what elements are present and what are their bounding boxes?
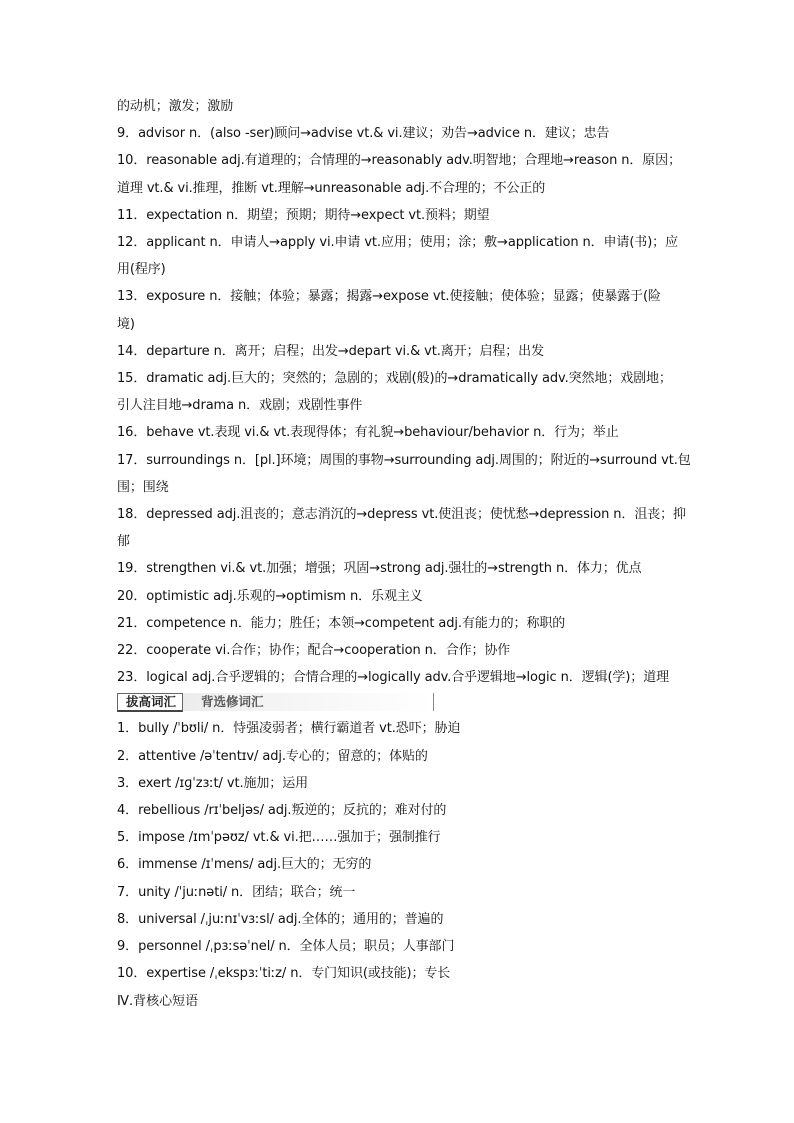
text-line: 8．universal /ˌjuːnɪˈvɜːsl/ adj.全体的；通用的；普遍的 bbox=[117, 911, 444, 927]
text-line: 12．applicant n．申请人→apply vi.申请 vt.应用；使用；涂；敷→application n．申请(书)；应 bbox=[117, 235, 678, 251]
vocabulary-list bbox=[117, 93, 691, 1015]
text-line: 用(程序) bbox=[117, 262, 166, 278]
text-line: 22．cooperate vi.合作；协作；配合→cooperation n．合作；协作 bbox=[117, 643, 511, 659]
text-line: 23．logical adj.合乎逻辑的；合情合理的→logically adv.合乎逻辑地→logic n．逻辑(学)；道理 bbox=[117, 670, 669, 686]
text-line: 9．advisor n．(also -ser)顾问→advise vt.& vi.建议；劝告→advice n．建议；忠告 bbox=[117, 126, 610, 142]
text-line: 18．depressed adj.沮丧的；意志消沉的→depress vt.使沮丧；使忧愁→depression n．沮丧；抑 bbox=[117, 507, 686, 523]
text-line: 2．attentive /əˈtentɪv/ adj.专心的；留意的；体贴的 bbox=[117, 748, 428, 764]
text-line: 的动机；激发；激励 bbox=[117, 99, 234, 114]
section-banner bbox=[117, 693, 434, 711]
advanced-vocabulary-lines bbox=[117, 715, 682, 987]
text-line: 17．surroundings n．[pl.]环境；周围的事物→surrounding adj.周围的；附近的→surround vt.包 bbox=[117, 452, 691, 468]
text-line: 围；围绕 bbox=[117, 479, 169, 495]
text-line: 郁 bbox=[117, 534, 130, 550]
section-title: Ⅳ.背核心短语 bbox=[117, 993, 199, 1009]
text-line: 11．expectation n．期望；预期；期待→expect vt.预料；期望 bbox=[117, 207, 490, 223]
text-line: 1．bully /ˈbʊli/ n．恃强凌弱者；横行霸道者 vt.恐吓；胁迫 bbox=[117, 721, 461, 737]
text-line: 6．immense /ɪˈmens/ adj.巨大的；无穷的 bbox=[117, 857, 372, 873]
text-line: 9．personnel /ˌpɜːsəˈnel/ n．全体人员；职员；人事部门 bbox=[117, 939, 455, 955]
text-line: 14．departure n．离开；启程；出发→depart vi.& vt.离开；启程；出发 bbox=[117, 343, 544, 359]
text-line: 4．rebellious /rɪˈbeljəs/ adj.叛逆的；反抗的；难对付的 bbox=[117, 803, 447, 819]
banner-tab-elective: 背选修词汇 bbox=[201, 694, 264, 710]
text-line: 20．optimistic adj.乐观的→optimism n．乐观主义 bbox=[117, 588, 423, 604]
text-line: 19．strengthen vi.& vt.加强；增强；巩固→strong adj.强壮的→strength n．体力；优点 bbox=[117, 561, 642, 577]
text-line: 21．competence n．能力；胜任；本领→competent adj.有能力的；称职的 bbox=[117, 615, 566, 631]
core-vocabulary-lines bbox=[117, 93, 691, 691]
text-line: 道理 vt.& vi.推理，推断 vt.理解→unreasonable adj.不合理的；不公正的 bbox=[117, 180, 546, 196]
text-line: 3．exert /ɪɡˈzɜːt/ vt.施加；运用 bbox=[117, 775, 308, 791]
text-line: 5．impose /ɪmˈpəʊz/ vt.& vi.把……强加于；强制推行 bbox=[117, 830, 441, 846]
banner-tab-advanced: 拔高词汇 bbox=[117, 693, 183, 712]
text-line: 15．dramatic adj.巨大的；突然的；急剧的；戏剧(般)的→dramatically adv.突然地；戏剧地； bbox=[117, 371, 672, 387]
text-line: 16．behave vt.表现 vi.& vt.表现得体；有礼貌→behaviour/behavior n．行为；举止 bbox=[117, 425, 619, 441]
text-line: 10．expertise /ˌekspɜːˈtiːz/ n．专门知识(或技能)；专长 bbox=[117, 966, 451, 982]
text-line: 13．exposure n．接触；体验；暴露；揭露→expose vt.使接触；使体验；显露；使暴露于(险 bbox=[117, 289, 661, 305]
text-line: 10．reasonable adj.有道理的；合情理的→reasonably adv.明智地；合理地→reason n．原因； bbox=[117, 153, 681, 169]
text-line: 境) bbox=[117, 316, 135, 332]
text-line: 引人注目地→drama n．戏剧；戏剧性事件 bbox=[117, 398, 363, 414]
text-line: 7．unity /ˈjuːnəti/ n．团结；联合；统一 bbox=[117, 884, 356, 900]
